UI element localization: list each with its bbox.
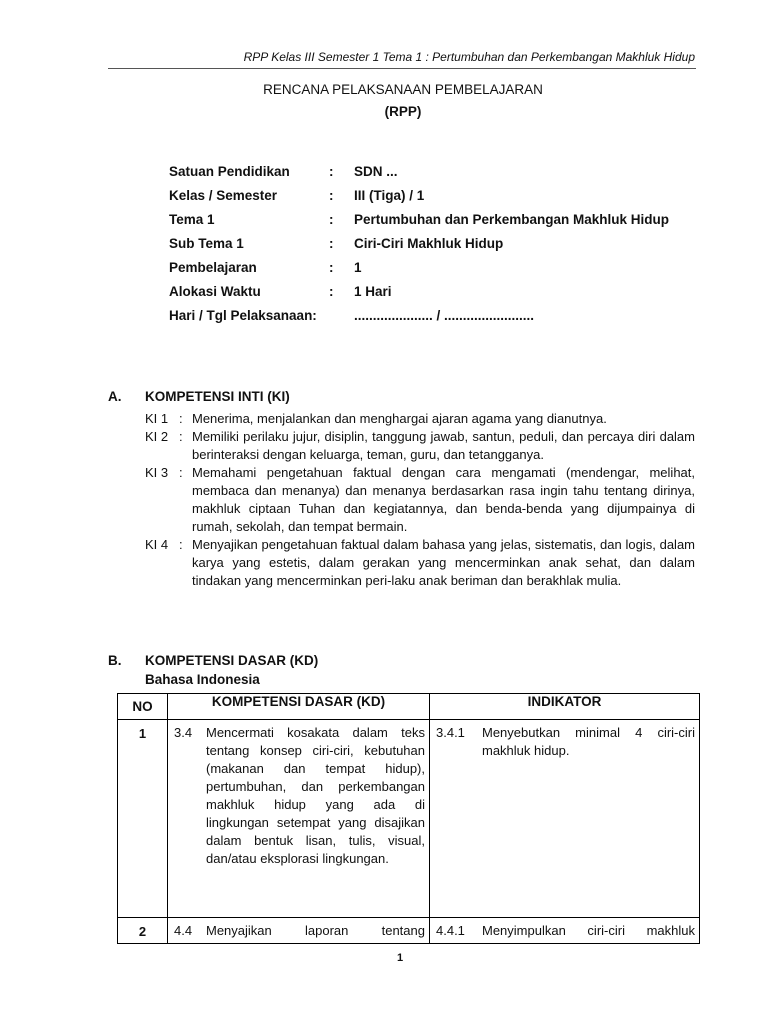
document-title: RENCANA PELAKSANAAN PEMBELAJARAN	[263, 82, 543, 97]
ki-text: Menyajikan pengetahuan faktual dalam bahasa yang jelas, sistematis, dan logis, dalam karya yang estetis, dalam gerakan yang mencerminkan anak sehat, dan dalam tindakan yang mencerminkan peri-laku anak beriman dan berakhlak mulia.	[192, 537, 695, 588]
section-letter: A.	[108, 389, 122, 404]
row-number: 2	[118, 918, 168, 944]
document-subtitle: (RPP)	[384, 104, 422, 119]
col-header-no: NO	[118, 694, 168, 720]
indicator-entry	[430, 720, 699, 760]
ki-colon: :	[179, 429, 183, 444]
identity-value: Pertumbuhan dan Perkembangan Makhluk Hidup	[354, 212, 670, 227]
table-header-row	[118, 694, 700, 720]
page-number: 1	[397, 952, 404, 964]
row-number: 1	[118, 720, 168, 918]
identity-colon: :	[329, 164, 334, 179]
identity-value: SDN ...	[354, 164, 398, 179]
ki-item	[145, 536, 695, 590]
identity-row	[169, 212, 689, 228]
ki-list	[145, 410, 695, 590]
kd-cell	[168, 720, 430, 918]
kd-entry	[168, 918, 429, 940]
identity-label: Sub Tema 1	[169, 236, 244, 251]
identity-label: Pembelajaran	[169, 260, 257, 275]
ki-colon: :	[179, 537, 183, 552]
ki-text: Memiliki perilaku jujur, disiplin, tanggung jawab, santun, peduli, dan percaya diri dalam berinteraksi dengan keluarga, teman, guru, dan tetangganya.	[192, 429, 695, 462]
kd-number: 4.4	[174, 923, 193, 938]
identity-value: III (Tiga) / 1	[354, 188, 425, 203]
page-header: RPP Kelas III Semester 1 Tema 1 : Pertumbuhan dan Perkembangan Makhluk Hidup	[243, 50, 695, 64]
indicator-text: Menyebutkan minimal 4 ciri-ciri makhluk hidup.	[482, 725, 695, 758]
identity-colon: :	[329, 212, 334, 227]
kd-cell	[168, 918, 430, 944]
kd-table	[117, 693, 700, 944]
col-header-indikator: INDIKATOR	[430, 694, 700, 720]
ki-key: KI 1	[145, 411, 169, 426]
identity-label: Kelas / Semester	[169, 188, 278, 203]
identity-row	[169, 164, 689, 180]
section-letter: B.	[108, 653, 122, 668]
identity-row	[169, 284, 689, 300]
identity-row	[169, 260, 689, 276]
header-rule	[108, 68, 696, 69]
ki-colon: :	[179, 465, 183, 480]
identity-row	[169, 308, 689, 324]
identity-value: Ciri-Ciri Makhluk Hidup	[354, 236, 504, 251]
ki-key: KI 2	[145, 429, 169, 444]
indicator-cell	[430, 918, 700, 944]
indicator-number: 4.4.1	[436, 923, 465, 938]
kd-entry	[168, 720, 429, 868]
ki-colon: :	[179, 411, 183, 426]
section-title: KOMPETENSI INTI (KI)	[145, 389, 290, 404]
section-a-heading	[108, 389, 290, 404]
kd-text: Menyajikan laporan tentang	[206, 923, 425, 938]
indicator-number: 3.4.1	[436, 725, 465, 740]
identity-value: 1	[354, 260, 362, 275]
identity-colon: :	[329, 260, 334, 275]
kd-number: 3.4	[174, 725, 193, 740]
identity-label: Hari / Tgl Pelaksanaan:	[169, 308, 317, 323]
indicator-cell	[430, 720, 700, 918]
identity-colon: :	[329, 236, 334, 251]
identity-row	[169, 236, 689, 252]
identity-label: Satuan Pendidikan	[169, 164, 290, 179]
identity-label: Tema 1	[169, 212, 215, 227]
identity-colon: :	[329, 188, 334, 203]
ki-item	[145, 464, 695, 536]
ki-key: KI 3	[145, 465, 169, 480]
section-b-heading	[108, 653, 318, 668]
ki-item	[145, 428, 695, 464]
identity-block	[169, 164, 689, 332]
identity-colon	[329, 308, 354, 324]
table-row	[118, 918, 700, 944]
kd-text: Mencermati kosakata dalam teks tentang konsep ciri-ciri, kebutuhan (makanan dan tempat hidup), pertumbuhan, dan perkembangan makhluk hidup yang ada di lingkungan setempat yang disajikan dalam bentuk lisan, tulis, visual, dan/atau eksplorasi lingkungan.	[206, 725, 425, 866]
indicator-entry	[430, 918, 699, 940]
ki-text: Memahami pengetahuan faktual dengan cara mengamati (mendengar, melihat, membaca dan menanya) dan menanya berdasarkan rasa ingin tahu tentang dirinya, makhluk ciptaan Tuhan dan kegiatannya, dan benda-benda yang dijumpainya di rumah, sekolah, dan tempat bermain.	[192, 465, 695, 534]
subject-heading: Bahasa Indonesia	[145, 672, 260, 687]
ki-key: KI 4	[145, 537, 169, 552]
identity-row	[169, 188, 689, 204]
section-title: KOMPETENSI DASAR (KD)	[145, 653, 319, 668]
identity-label: Alokasi Waktu	[169, 284, 261, 299]
ki-text: Menerima, menjalankan dan menghargai ajaran agama yang dianutnya.	[192, 411, 607, 426]
ki-item	[145, 410, 695, 428]
table-row	[118, 720, 700, 918]
identity-colon: :	[329, 284, 334, 299]
identity-value: 1 Hari	[354, 284, 392, 299]
indicator-text: Menyimpulkan ciri-ciri makhluk	[482, 923, 695, 938]
col-header-kd: KOMPETENSI DASAR (KD)	[168, 694, 430, 720]
identity-value: ..................... / ........................	[354, 308, 535, 323]
